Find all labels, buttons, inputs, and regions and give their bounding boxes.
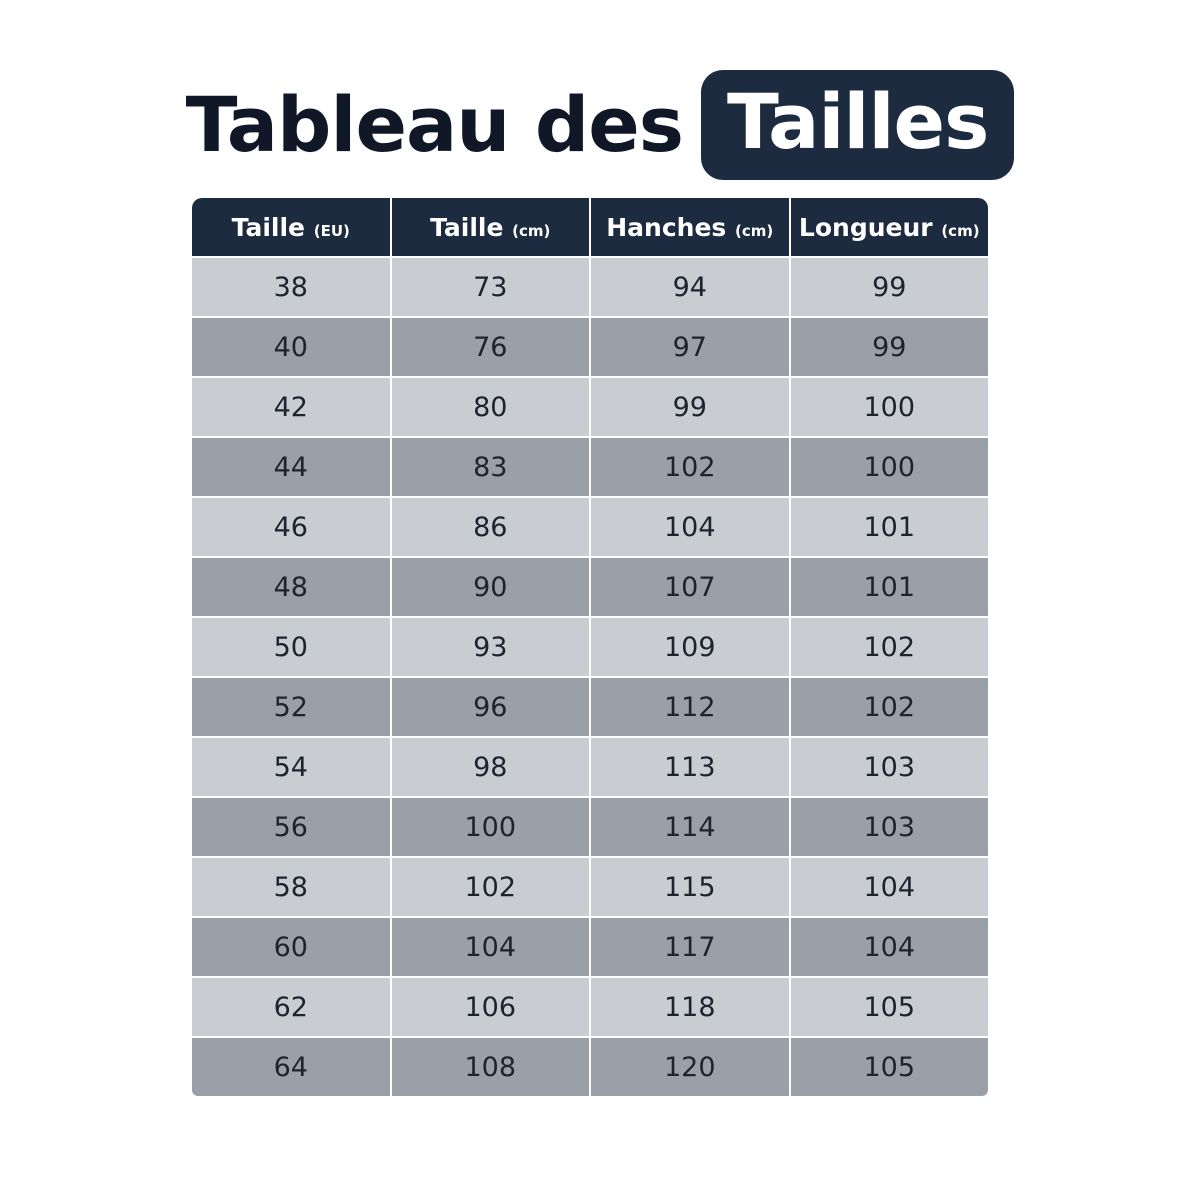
cell-taille-eu: 60 (192, 918, 390, 976)
cell-taille-eu: 40 (192, 318, 390, 376)
page-title (0, 70, 1200, 180)
cell-taille-eu: 50 (192, 618, 390, 676)
column-header-unit: (cm) (512, 221, 551, 240)
cell-longueur-cm: 100 (791, 438, 989, 496)
column-header-longueur-cm (791, 198, 989, 256)
cell-taille-cm: 76 (392, 318, 590, 376)
table-row (192, 378, 988, 436)
cell-taille-cm: 86 (392, 498, 590, 556)
table-row (192, 918, 988, 976)
table-row (192, 498, 988, 556)
column-header-unit: (cm) (941, 221, 980, 240)
table-row (192, 258, 988, 316)
cell-hanches-cm: 109 (591, 618, 789, 676)
cell-longueur-cm: 103 (791, 738, 989, 796)
page-title-highlight: Tailles (701, 70, 1014, 180)
cell-hanches-cm: 94 (591, 258, 789, 316)
cell-taille-eu: 64 (192, 1038, 390, 1096)
column-header-label: Hanches (606, 212, 727, 242)
cell-hanches-cm: 97 (591, 318, 789, 376)
cell-longueur-cm: 102 (791, 618, 989, 676)
cell-taille-cm: 73 (392, 258, 590, 316)
table-row (192, 318, 988, 376)
cell-taille-eu: 44 (192, 438, 390, 496)
cell-longueur-cm: 101 (791, 498, 989, 556)
cell-taille-eu: 38 (192, 258, 390, 316)
cell-hanches-cm: 99 (591, 378, 789, 436)
cell-longueur-cm: 105 (791, 978, 989, 1036)
cell-longueur-cm: 99 (791, 318, 989, 376)
cell-taille-cm: 100 (392, 798, 590, 856)
cell-longueur-cm: 104 (791, 918, 989, 976)
size-table-container (190, 196, 990, 1098)
cell-taille-eu: 42 (192, 378, 390, 436)
cell-hanches-cm: 114 (591, 798, 789, 856)
table-row (192, 618, 988, 676)
column-header-taille-cm (392, 198, 590, 256)
cell-longueur-cm: 99 (791, 258, 989, 316)
cell-taille-cm: 102 (392, 858, 590, 916)
cell-taille-eu: 62 (192, 978, 390, 1036)
cell-taille-cm: 106 (392, 978, 590, 1036)
column-header-taille-eu (192, 198, 390, 256)
cell-taille-cm: 108 (392, 1038, 590, 1096)
cell-hanches-cm: 112 (591, 678, 789, 736)
cell-taille-eu: 48 (192, 558, 390, 616)
cell-taille-eu: 56 (192, 798, 390, 856)
cell-hanches-cm: 117 (591, 918, 789, 976)
cell-hanches-cm: 107 (591, 558, 789, 616)
cell-taille-cm: 98 (392, 738, 590, 796)
cell-taille-eu: 52 (192, 678, 390, 736)
table-body (192, 258, 988, 1096)
cell-longueur-cm: 103 (791, 798, 989, 856)
cell-taille-cm: 104 (392, 918, 590, 976)
cell-taille-cm: 93 (392, 618, 590, 676)
table-row (192, 678, 988, 736)
column-header-label: Taille (430, 212, 504, 242)
column-header-unit: (EU) (313, 221, 350, 240)
cell-longueur-cm: 101 (791, 558, 989, 616)
size-table (190, 196, 990, 1098)
table-row (192, 738, 988, 796)
table-row (192, 558, 988, 616)
table-row (192, 978, 988, 1036)
column-header-unit: (cm) (735, 221, 774, 240)
cell-longueur-cm: 102 (791, 678, 989, 736)
cell-hanches-cm: 102 (591, 438, 789, 496)
cell-taille-eu: 46 (192, 498, 390, 556)
table-row (192, 858, 988, 916)
cell-taille-cm: 80 (392, 378, 590, 436)
table-row (192, 438, 988, 496)
table-row (192, 798, 988, 856)
cell-taille-eu: 54 (192, 738, 390, 796)
table-row (192, 1038, 988, 1096)
column-header-label: Taille (231, 212, 305, 242)
cell-hanches-cm: 115 (591, 858, 789, 916)
page-title-plain: Tableau des (185, 80, 684, 169)
cell-taille-cm: 96 (392, 678, 590, 736)
column-header-label: Longueur (798, 212, 933, 242)
cell-longueur-cm: 104 (791, 858, 989, 916)
cell-taille-cm: 90 (392, 558, 590, 616)
cell-longueur-cm: 100 (791, 378, 989, 436)
cell-hanches-cm: 113 (591, 738, 789, 796)
cell-longueur-cm: 105 (791, 1038, 989, 1096)
cell-hanches-cm: 104 (591, 498, 789, 556)
column-header-hanches-cm (591, 198, 789, 256)
table-header-row (192, 198, 988, 256)
cell-hanches-cm: 118 (591, 978, 789, 1036)
cell-taille-cm: 83 (392, 438, 590, 496)
cell-hanches-cm: 120 (591, 1038, 789, 1096)
cell-taille-eu: 58 (192, 858, 390, 916)
